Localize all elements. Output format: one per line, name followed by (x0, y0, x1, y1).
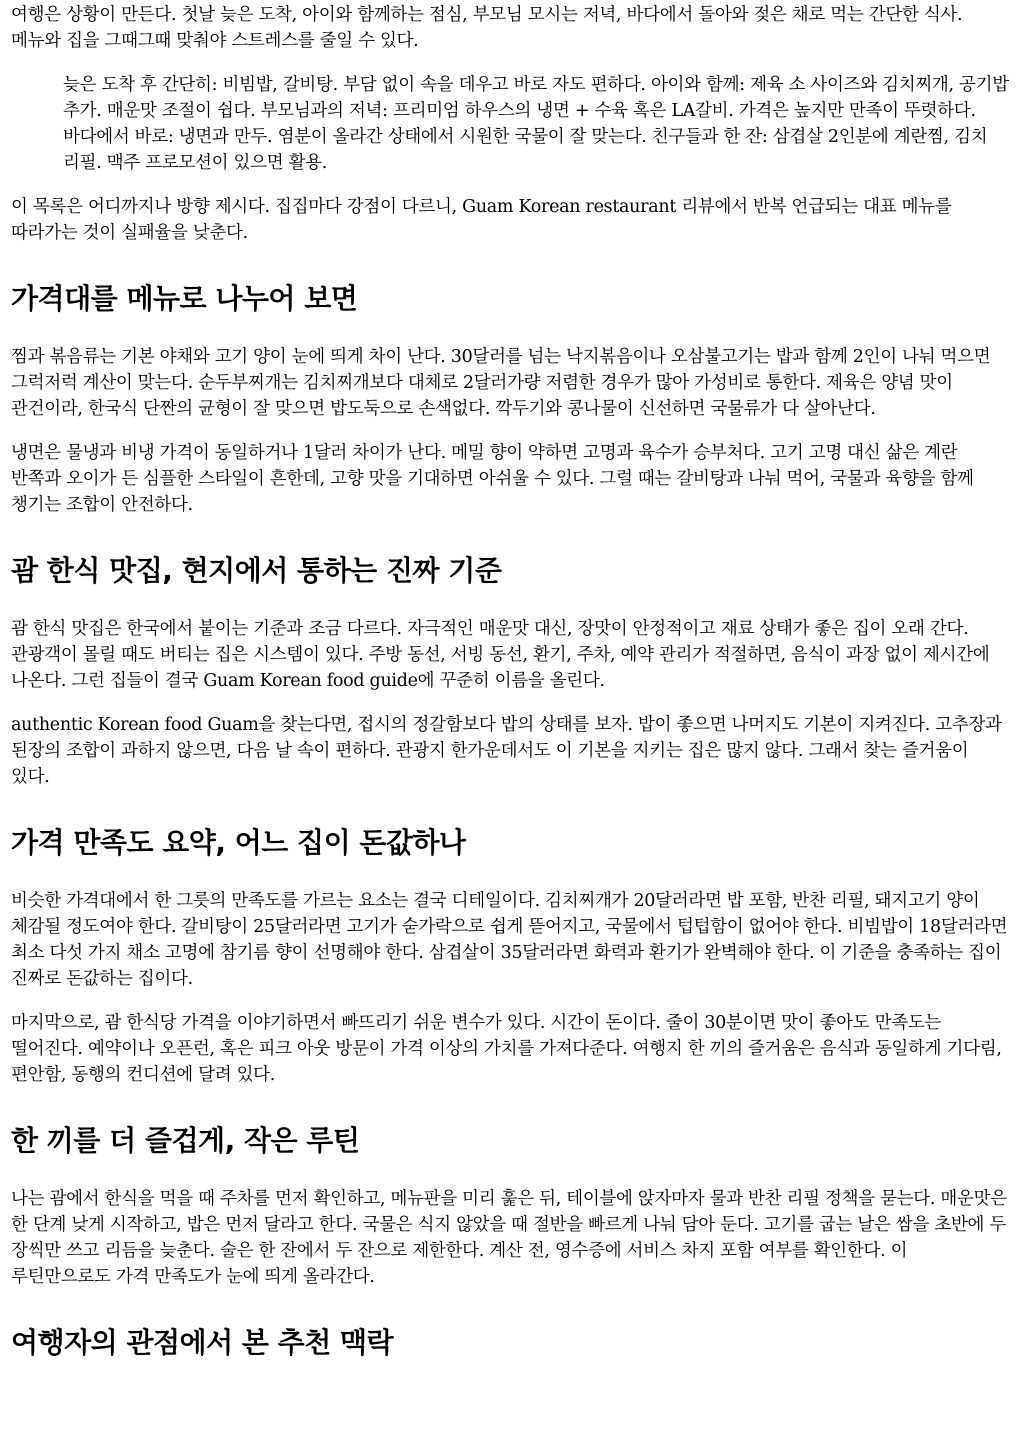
section-heading-traveler-perspective: 여행자의 관점에서 본 추천 맥락 (11, 1326, 394, 1359)
after-quote-paragraph: 이 목록은 어디까지나 방향 제시다. 집집마다 강점이 다르니, Guam Korean restaurant 리뷰에서 반복 언급되는 대표 메뉴를 따라가는 것이 실패율을 낮춘다. (11, 197, 952, 243)
section-heading-small-routine: 한 끼를 더 즐겁게, 작은 루틴 (11, 1124, 360, 1157)
section-paragraph: 마지막으로, 괌 한식당 가격을 이야기하면서 빠뜨리기 쉬운 변수가 있다. 시간이 돈이다. 줄이 30분이면 맛이 좋아도 만족도는 떨어진다. 예약이나 오픈런, 혹은 피크 아웃 방문이 가격 이상의 가치를 가져다준다. 여행지 한 끼의 즐거움은 음식과 동일하게 기다림, 편안함, 동행의 컨디션에 달려 있다. (11, 1013, 1002, 1085)
situation-menu-quote (63, 72, 1011, 176)
intro-paragraph: 여행은 상황이 만든다. 첫날 늦은 도착, 아이와 함께하는 점심, 부모님 모시는 저녁, 바다에서 돌아와 젖은 채로 먹는 간단한 식사. 메뉴와 집을 그때그때 맞춰야 스트레스를 줄일 수 있다. (11, 5, 963, 51)
quote-text: 늦은 도착 후 간단히: 비빔밥, 갈비탕. 부담 없이 속을 데우고 바로 자도 편하다. 아이와 함께: 제육 소 사이즈와 김치찌개, 공기밥 추가. 매운맛 조절이 쉽다. 부모님과의 저녁: 프리미엄 하우스의 냉면 + 수육 혹은 LA갈비. 가격은 높지만 만족이 뚜렷하다. 바다에서 바로: 냉면과 만두. 염분이 올라간 상태에서 시원한 국물이 잘 맞는다. 친구들과 한 잔: 삼겹살 2인분에 계란찜, 김치 리필. 맥주 프로모션이 있으면 활용. (63, 75, 1009, 173)
section-heading-value-summary: 가격 만족도 요약, 어느 집이 돈값하나 (11, 826, 466, 859)
section-heading-price-by-menu: 가격대를 메뉴로 나누어 보면 (11, 282, 358, 315)
section-paragraph: 비슷한 가격대에서 한 그릇의 만족도를 가르는 요소는 결국 디테일이다. 김치찌개가 20달러라면 밥 포함, 반찬 리필, 돼지고기 양이 체감될 정도여야 한다. 갈비탕이 25달러라면 고기가 숟가락으로 쉽게 뜯어지고, 국물에서 텁텁함이 없어야 한다. 비빔밥이 18달러라면 최소 다섯 가지 채소 고명에 참기름 향이 선명해야 한다. 삼겹살이 35달러라면 화력과 환기가 완벽해야 한다. 이 기준을 충족하는 집이 진짜로 돈값하는 집이다. (11, 891, 1008, 989)
section-heading-local-criteria: 괌 한식 맛집, 현지에서 통하는 진짜 기준 (11, 554, 502, 587)
section-paragraph: 나는 괌에서 한식을 먹을 때 주차를 먼저 확인하고, 메뉴판을 미리 훑은 뒤, 테이블에 앉자마자 물과 반찬 리필 정책을 묻는다. 매운맛은 한 단계 낮게 시작하고, 밥은 먼저 달라고 한다. 국물은 식지 않았을 때 절반을 빠르게 나눠 담아 둔다. 고기를 굽는 날은 쌈을 초반에 두 장씩만 쓰고 리듬을 늦춘다. 술은 한 잔에서 두 잔으로 제한한다. 계산 전, 영수증에 서비스 차지 포함 여부를 확인한다. 이 루틴만으로도 가격 만족도가 눈에 띄게 올라간다. (11, 1189, 1007, 1287)
section-paragraph: 냉면은 물냉과 비냉 가격이 동일하거나 1달러 차이가 난다. 메밀 향이 약하면 고명과 육수가 승부처다. 고기 고명 대신 삶은 계란 반쪽과 오이가 든 심플한 스타일이 흔한데, 고향 맛을 기대하면 아쉬울 수 있다. 그럴 때는 갈비탕과 나눠 먹어, 국물과 육향을 함께 챙기는 조합이 안전하다. (11, 443, 974, 515)
article (11, 0, 1011, 1388)
section-paragraph: authentic Korean food Guam을 찾는다면, 접시의 정갈함보다 밥의 상태를 보자. 밥이 좋으면 나머지도 기본이 지켜진다. 고추장과 된장의 조합이 과하지 않으면, 다음 날 속이 편하다. 관광지 한가운데서도 이 기본을 지키는 집은 많지 않다. 그래서 찾는 즐거움이 있다. (11, 715, 1002, 787)
section-paragraph: 괌 한식 맛집은 한국에서 붙이는 기준과 조금 다르다. 자극적인 매운맛 대신, 장맛이 안정적이고 재료 상태가 좋은 집이 오래 간다. 관광객이 몰릴 때도 버티는 집은 시스템이 있다. 주방 동선, 서빙 동선, 환기, 주차, 예약 관리가 적절하면, 음식이 과장 없이 제시간에 나온다. 그런 집들이 결국 Guam Korean food guide에 꾸준히 이름을 올린다. (11, 619, 990, 691)
section-paragraph: 찜과 볶음류는 기본 야채와 고기 양이 눈에 띄게 차이 난다. 30달러를 넘는 낙지볶음이나 오삼불고기는 밥과 함께 2인이 나눠 먹으면 그럭저럭 계산이 맞는다. 순두부찌개는 김치찌개보다 대체로 2달러가량 저렴한 경우가 많아 가성비로 통한다. 제육은 양념 맛이 관건이라, 한국식 단짠의 균형이 잘 맞으면 밥도둑으로 손색없다. 깍두기와 콩나물이 신선하면 국물류가 다 살아난다. (11, 347, 991, 419)
